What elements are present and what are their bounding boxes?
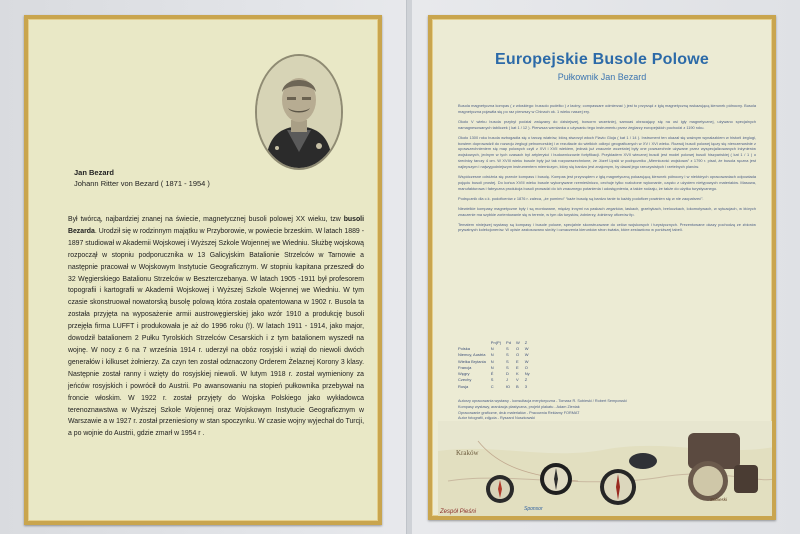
table-cell: Pd bbox=[506, 339, 511, 345]
compass-icon bbox=[486, 475, 514, 503]
name-block bbox=[74, 167, 210, 189]
table-cell: N bbox=[490, 352, 494, 358]
table-cell: S bbox=[506, 352, 509, 358]
table-cell: Czechy bbox=[458, 377, 472, 383]
table-cell: D bbox=[506, 371, 509, 377]
table-cell: N bbox=[490, 364, 494, 370]
board-subtitle: Pułkownik Jan Bezard bbox=[557, 72, 647, 82]
table-cell: E bbox=[515, 358, 519, 364]
compass-icon bbox=[540, 463, 572, 495]
table-cell: K bbox=[515, 371, 519, 377]
board-body bbox=[458, 103, 756, 237]
table-cell: Wielka Brytania bbox=[458, 358, 486, 364]
sponsor-logo-left: Zespół Pieśni bbox=[440, 509, 477, 515]
table-cell: S bbox=[506, 358, 509, 364]
biography-text bbox=[68, 214, 364, 440]
table-cell: З bbox=[524, 383, 528, 389]
table-cell: N bbox=[490, 345, 494, 351]
bio-intro: Był twórcą, najbardziej znanej na świecie, magnetycznej busoli polowej XX wieku, tzw bbox=[68, 216, 344, 223]
table-cell: V bbox=[515, 377, 519, 383]
paragraph: Około V wieku busola przybył podział związany do dzisiejszej, boworm wcześniej, samoaś obracający się na osi igły magnetycznej, używano specjalnych namagnesowanych tabliczek ( kat 1 / 12 ). Pierwsza wzmianka o używaniu tego instrumentu przez żeglarzy europejskich pochodzi z 1190 roku. bbox=[458, 118, 756, 130]
paragraph: Wspóiczesne odróżnia się przecie kompass i busolę. Kompas jest przyrządem z igłą magnetyczną pokazującą kierunek północny i w niektórych opracowaniach odpowiada pojęciu busoli prostej. Do końca XVIII wieku busole wykonywane rzemieślniczo, cechuje tylko rozłożone wykonanie, często z użyciem nietypowych materiałów. Masowa, manufakturowa i fabryczna produkcja busoli prowadzi do ich znacznego potanienia i udostępnienia, a także rodzaju, że także do użytku turystycznego. bbox=[458, 174, 756, 191]
bio-bold-term: busoli Bezarda bbox=[68, 216, 364, 235]
table-row bbox=[458, 383, 535, 389]
table-cell: W bbox=[524, 352, 529, 358]
table-cell: Rosja bbox=[458, 383, 469, 389]
table-cell: С bbox=[490, 383, 494, 389]
table-cell: Niemcy, Austria bbox=[458, 352, 486, 358]
credit-line: Autor fotografii, zdjęcia - Ryszard Nuszkowski bbox=[458, 416, 536, 421]
person-full-name: Johann Ritter von Bezard bbox=[74, 179, 159, 188]
bezard-biography-board bbox=[24, 15, 382, 525]
table-cell: Francja bbox=[458, 364, 472, 370]
table-cell: O bbox=[524, 364, 528, 370]
directions-table bbox=[458, 339, 535, 389]
table-cell: Z bbox=[524, 339, 528, 345]
table-cell: S bbox=[506, 345, 509, 351]
person-name: Jan Bezard bbox=[74, 168, 115, 177]
table-cell: J bbox=[506, 377, 509, 383]
paragraph: Niewielkie kompasy magnetyczne były i są montowane, między innymi na paskach zegarków, laskach, grzebykach, breloczkach, lokomotywach, w sytuacjach, w których znaczenie ma szybkie zorientowanie się w terenie, w tym dla turystów, żołnierzy, żołnierzy oficerów itp. bbox=[458, 205, 756, 217]
person-years: ( 1871 - 1954 ) bbox=[160, 179, 210, 188]
table-cell: E bbox=[515, 364, 519, 370]
compasses-info-board bbox=[428, 15, 776, 520]
map-label: Kraków bbox=[456, 449, 479, 457]
wall-seam bbox=[406, 0, 412, 534]
table-cell: W bbox=[515, 339, 520, 345]
paragraph: Busola magnetyczna kompas ( z włoskiego: bussolo pudełko ) z łaciny; compassare odmierzać ) jest to przyrząd z igłą magnetyczną wskazującą kierunek północny. Busola magnetyczna pojawiła się po raz pierwszy w Chinach ok. 1 wieku naszej ery. bbox=[458, 103, 756, 114]
bezard-portrait bbox=[255, 54, 343, 170]
table-cell: É bbox=[490, 371, 494, 377]
credit-line: Kompasy wystawy, aranżacja plastyczna, projekt plakatu - Adam Zieniak bbox=[458, 404, 580, 409]
table-cell: Z bbox=[524, 377, 528, 383]
board-title: Europejskie Busole Polowe bbox=[495, 51, 709, 68]
table-cell: N bbox=[490, 358, 494, 364]
table-cell: Węgry bbox=[458, 371, 470, 377]
author-signature: Sobieski bbox=[710, 497, 728, 502]
table-cell: Ю bbox=[506, 383, 511, 389]
table-cell: В bbox=[515, 383, 519, 389]
table-cell: S bbox=[506, 364, 509, 370]
credit-line: Opracowanie graficzne, druk materiałów - Pracownia Reklamy FORMAT bbox=[458, 410, 580, 415]
table-cell: W bbox=[524, 358, 529, 364]
table-cell: Pn(P) bbox=[490, 339, 502, 345]
table-cell: S bbox=[490, 377, 494, 383]
sponsor-logo-right: Sponsor bbox=[524, 506, 543, 512]
paragraph: Tematem niniejszej wystawy są kompasy i busole polowe, specjalnie skonstruowane do celów wojskowych i turystycznych. Prezentowane okazy pochodzą ze zbiorów prywatnych kolekcjonerów. W opisie zastosowano skróty i oznaczenia kierunków stron świata, które zestawiono w poniższej tabeli. bbox=[458, 221, 756, 233]
bio-rest: . Urodził się w rodzinnym majątku w Przyborowie, w powiecie brzeskim. W latach 1889 - 1897 studiował w Akademii Wojskowej i Wyższej Szkole Wojennej we Wiedniu. Służbę wojskową rozpoczął w stopniu podporucznika w 13 Galicyjskim Batalionie Strzelców w Tarnowie a następnie pracował w Wojskowym Instytucie Geograficznym. W stopniu kapitana przeszedł do 32 Węgierskiego Batalionu Strzelców w Beszterczebanya. W latach 1905 -1911 był profesorem topografii i kartografii w Akademii Wojskowej i Wyższej Szkole Wojennej we Wiedniu. W tym czasie skonstruował nowatorską busolę polową która została opatentowana w 1902 r. Busola ta została przyjęta na wyposażenie armii austrowęgierskiej jako wzór 1910 a produkcję busoli przejęła firma LUFFT i produkowała je aż do 1996 roku (!). W latach 1911 - 1914, jako major, dowodził batalionem 2 Pułku Tyrolskich Strzelców Cesarskich i z tym batalionem wyszedł na wojnę. W nocy z 6 na 7 września 1914 r. uderzył na obóz rosyjski i wziął do niewoli dwóch generałów i kilkuset żołnierzy. Za czyn ten został odznaczony Orderem Żelaznej Korony 3 klasy. Następnie został ranny i wzięty do rosyjskiej niewoli. W lutym 1918 r. został wymieniony za jeńców rosyjskich i powrócił do Austrii. Po awansowaniu na stopień pułkownika przebywał na froncie włoskim. W 1922 r. został przyjęty do Wojska Polskiego jako wykładowca terenoznawstwa w Wyższej Szkole Wojennej oraz Wojskowym Instytucie Geograficznym w Warszawie a w 1927 r. został przeniesiony w stan spoczynku. W czasie wojny wyjechał do Turcji, a po wojnie do Austrii, gdzie zmarł w 1954 r . bbox=[68, 227, 364, 438]
table-cell: O bbox=[515, 345, 520, 351]
portrait-photo bbox=[257, 56, 341, 168]
table-cell: Ny bbox=[524, 371, 530, 377]
table-cell: W bbox=[524, 345, 529, 351]
credit-line: Autorzy opracowania wystawy - konsultacja merytoryczna - Tomasz R. Sobieski / Robert Sempowski bbox=[458, 399, 627, 403]
table-cell: Polska bbox=[458, 345, 471, 351]
paragraph: Podręcznik dla c.k. podoficerów z 1876 r. zaleca, „że pomimo” “każe busolę są bardzo tanie to każdy podoficer powinien się w nie zaopatrzeć”. bbox=[458, 195, 704, 201]
table-cell: O bbox=[515, 352, 520, 358]
paragraph: Około 1300 roku busola wzbogaciła się o tarczę wiatrów, którą stworzył włoch Flavio Gioja ( kat 1 / 14 ). Instrument ten okazał się ważnym wynalazkiem w historii żeglugi, bowiem doprowadził do rozwoju żeglugi pełnomorskiej i w rezultacie do wielkich odkryć geograficznych w XV i XVI wieku. Rozwój busoli polowej łączy się nierozerwalnie z upowszechnieniem się map polowych czyli z XVI i XVII wiekiem, jednak już znacznie wcześniej były one powszechnie używane przez wyspecjalizowanych inżynierów wojskowych, jednym w tych czasach był artyleryści i budowniczowie fortyfikacji. Przykładem XVII wiecznej busoli jest model polowej busoli hiszpańskiej ( kat 1 / 1 ) o średnicy tarczy 4 cm. W XVIII wieku busole były już tak rozpowszechnione, że Józef Lipski w podręczniku „Mierniczość wojskowa” z 1790 r. pisał, że busola ręczna jest najlepszym i najwygodniejszym instrumentem mierniczym, który się bardzo jest znajomym, by dawał jego rzeczywistych i rzetelnych planów. bbox=[458, 134, 756, 170]
